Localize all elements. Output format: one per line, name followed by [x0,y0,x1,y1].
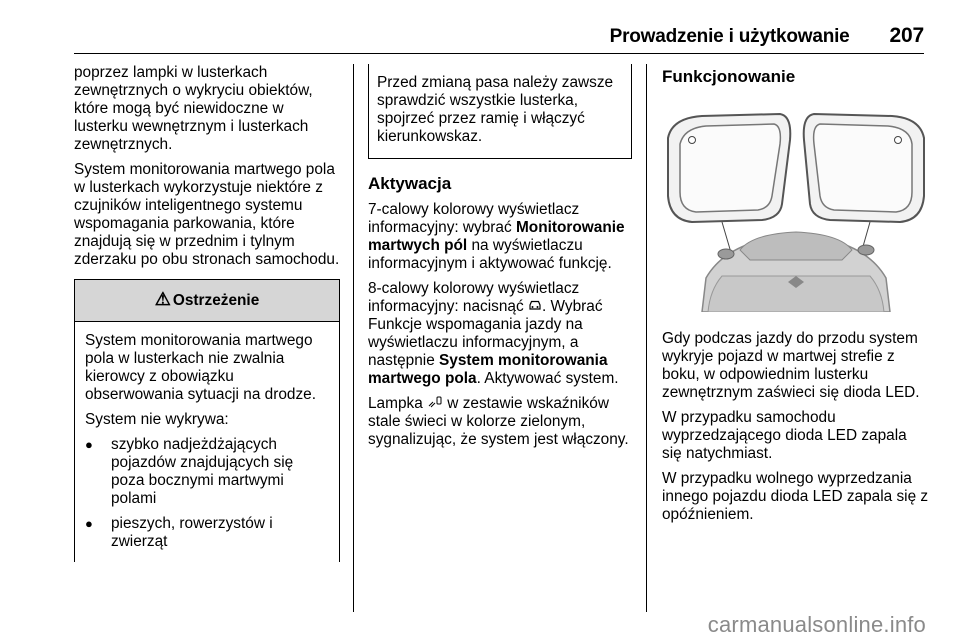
column-1 [74,64,340,562]
section-heading-aktywacja: Aktywacja [368,174,452,193]
note-text: Przed zmianą pasa należy zawsze sprawdzić wszystkie lusterka, spojrzeć przez ramię i włączyć kierunkowskaz. [377,74,614,145]
section-heading-funkcjonowanie: Funkcjonowanie [662,67,796,86]
list-item: ● szybko nadjeżdżających pojazdów znajdujących się poza bocznymi martwymi polami [85,436,329,508]
warning-header [75,280,339,322]
column-divider [353,64,354,612]
paragraph: Gdy podczas jazdy do przodu system wykryje pojazd w martwej strefie z boku, w odpowiednim lusterku zewnętrznym zaświeci się dioda LED. [662,330,920,401]
column-3 [662,64,930,531]
warning-body [75,322,339,562]
warning-text: System monitorowania martwego pola w lusterkach nie zwalnia kierowcy z obowiązku obserwowania sytuacji na drodze. [85,332,316,403]
warning-title: Ostrzeżenie [172,292,260,309]
warning-box [74,279,340,562]
mirror-illustration [662,100,930,312]
column-2 [368,64,632,456]
paragraph: Lampka w zestawie wskaźników stale świeci w kolorze zielonym, sygnalizując, że system jest włączony. [368,395,629,448]
paragraph: W przypadku samochodu wyprzedzającego dioda LED zapala się natychmiast. [662,409,907,462]
column-divider [646,64,647,612]
page-header [36,24,924,48]
car-settings-icon [528,298,542,316]
page-title: Prowadzenie i użytkowanie [609,26,850,47]
watermark: carmanualsonline.info [707,612,926,637]
paragraph: System monitorowania martwego pola w lusterkach wykorzystuje niektóre z czujników inteligentnego systemu wspomagania parkowania, które znajdują się w przednim i tylnym zderzaku po obu stronach samochodu. [74,161,340,268]
paragraph: poprzez lampki w lusterkach zewnętrznych o wykryciu obiektów, które mogą być niewidoczne w lusterku wewnętrznym i lusterkach zewnętrznych. [74,64,313,153]
menu-term: Monitorowanie martwych pól [368,219,625,254]
paragraph: 8-calowy kolorowy wyświetlacz informacyjny: nacisnąć . Wybrać Funkcje wspomagania jazdy na wyświetlaczu informacyjnym, a następnie System monitorowania martwego pola. Aktywować system. [368,280,619,387]
header-divider [74,53,924,54]
paragraph: 7-calowy kolorowy wyświetlacz informacyjny: wybrać Monitorowanie martwych pól na wyświetlaczu informacyjnym i aktywować funkcję. [368,201,625,272]
warning-triangle-icon: ⚠ [154,289,171,309]
list-item: ● pieszych, rowerzystów i zwierząt [85,515,329,551]
blind-spot-indicator-icon [427,395,443,413]
page-number: 207 [889,24,924,47]
warning-list [85,436,329,551]
paragraph: W przypadku wolnego wyprzedzania innego pojazdu dioda LED zapala się z opóźnieniem. [662,470,929,523]
warning-text: System nie wykrywa: [85,411,229,428]
note-box [368,64,632,159]
menu-term: System monitorowania martwego pola [368,352,608,387]
